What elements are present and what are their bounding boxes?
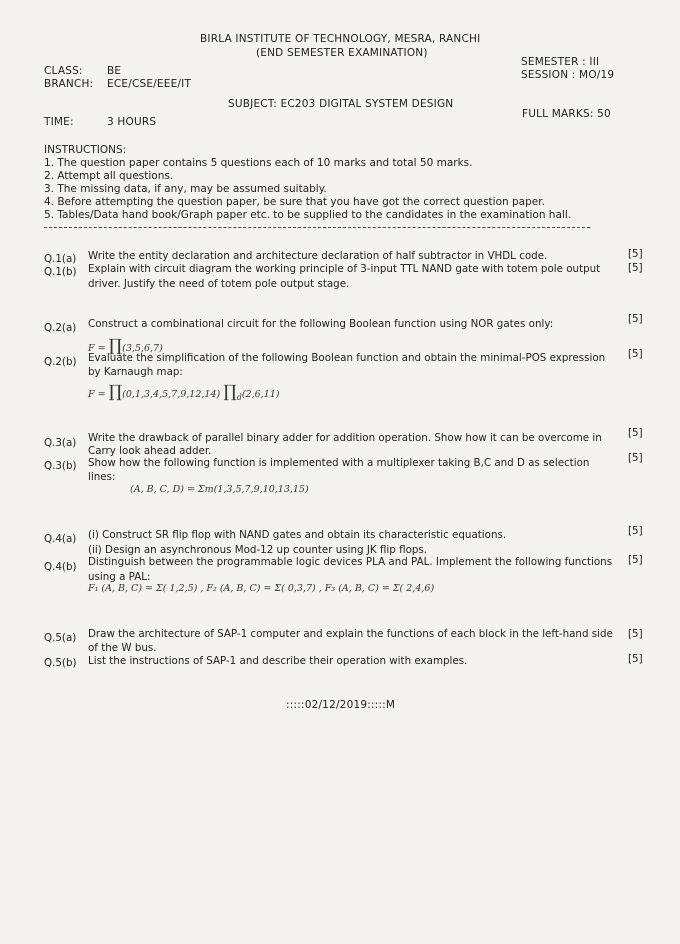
- question-text: Distinguish between the programmable logic devices PLA and PAL. Implement the following functions: [88, 556, 613, 568]
- question-text: (ii) Design an asynchronous Mod-12 up counter using JK flip flops.: [88, 544, 428, 556]
- semester: SEMESTER : III: [521, 56, 600, 68]
- marks: [5]: [628, 554, 643, 566]
- product-symbol: ∏: [223, 382, 237, 402]
- marks: [5]: [628, 427, 643, 439]
- question-text: List the instructions of SAP-1 and describe their operation with examples.: [88, 655, 468, 667]
- branch-value: ECE/CSE/EEE/IT: [107, 78, 192, 90]
- question-text: Write the drawback of parallel binary adder for addition operation. Show how it can be overcome in: [88, 432, 602, 444]
- question-text: by Karnaugh map:: [88, 366, 183, 378]
- exam-title: (END SEMESTER EXAMINATION): [256, 47, 428, 59]
- full-marks: FULL MARKS: 50: [522, 108, 611, 120]
- question-text: of the W bus.: [88, 642, 157, 654]
- class-value: BE: [107, 65, 122, 77]
- question-number: Q.1(a): [44, 253, 77, 265]
- question-text: lines:: [88, 471, 116, 483]
- question-number: Q.4(b): [44, 561, 77, 573]
- marks: [5]: [628, 628, 643, 640]
- question-text: Draw the architecture of SAP-1 computer and explain the functions of each block in the left-hand side: [88, 628, 613, 640]
- instructions-title: INSTRUCTIONS:: [44, 144, 127, 156]
- marks: [5]: [628, 262, 643, 274]
- marks: [5]: [628, 248, 643, 260]
- marks: [5]: [628, 452, 643, 464]
- subject: SUBJECT: EC203 DIGITAL SYSTEM DESIGN: [228, 98, 454, 110]
- formula: (A, B, C, D) = Σm(1,3,5,7,9,10,13,15): [130, 484, 309, 495]
- marks: [5]: [628, 525, 643, 537]
- marks: [5]: [628, 348, 643, 360]
- question-number: Q.3(b): [44, 460, 77, 472]
- question-number: Q.5(b): [44, 657, 77, 669]
- institute-name: BIRLA INSTITUTE OF TECHNOLOGY, MESRA, RANCHI: [200, 33, 481, 45]
- product-symbol: ∏: [108, 382, 123, 402]
- session: SESSION : MO/19: [521, 69, 615, 81]
- branch-label: BRANCH:: [44, 78, 94, 90]
- instruction-item: 3. The missing data, if any, may be assumed suitably.: [44, 183, 327, 195]
- question-text: using a PAL:: [88, 571, 151, 583]
- instruction-item: 4. Before attempting the question paper, be sure that you have got the correct question paper.: [44, 196, 545, 208]
- class-label: CLASS:: [44, 65, 83, 77]
- formula: F = ∏(3,5,6,7): [88, 336, 163, 356]
- question-number: Q.2(b): [44, 356, 77, 368]
- formula: F = ∏(0,1,3,4,5,7,9,12,14) $\prod_d(2,6,11)$: [88, 382, 280, 402]
- time-label: TIME:: [44, 116, 74, 128]
- question-number: Q.2(a): [44, 322, 77, 334]
- question-text: (i) Construct SR flip flop with NAND gates and obtain its characteristic equations.: [88, 529, 507, 541]
- instruction-item: 2. Attempt all questions.: [44, 170, 174, 182]
- formula: F₁ (A, B, C) = Σ( 1,2,5) , F₂ (A, B, C) = Σ( 0,3,7) , F₃ (A, B, C) = Σ( 2,4,6): [88, 583, 435, 594]
- marks: [5]: [628, 313, 643, 325]
- question-text: Write the entity declaration and architecture declaration of half subtractor in VHDL code.: [88, 250, 548, 262]
- question-text: Carry look ahead adder.: [88, 445, 212, 457]
- question-text: Evaluate the simplification of the following Boolean function and obtain the minimal-POS expression: [88, 352, 606, 364]
- question-number: Q.5(a): [44, 632, 77, 644]
- question-number: Q.3(a): [44, 437, 77, 449]
- question-text: Show how the following function is implemented with a multiplexer taking B,C and D as selection: [88, 457, 590, 469]
- time-value: 3 HOURS: [107, 116, 157, 128]
- question-number: Q.1(b): [44, 266, 77, 278]
- instruction-item: 5. Tables/Data hand book/Graph paper etc. to be supplied to the candidates in the examination hall.: [44, 209, 572, 221]
- separator-line: [44, 227, 590, 228]
- marks: [5]: [628, 653, 643, 665]
- product-symbol: ∏: [108, 336, 123, 356]
- question-text: driver. Justify the need of totem pole output stage.: [88, 278, 350, 290]
- question-text: Construct a combinational circuit for the following Boolean function using NOR gates only:: [88, 318, 554, 330]
- question-text: Explain with circuit diagram the working principle of 3-input TTL NAND gate with totem pole output: [88, 263, 601, 275]
- question-number: Q.4(a): [44, 533, 77, 545]
- instruction-item: 1. The question paper contains 5 questions each of 10 marks and total 50 marks.: [44, 157, 473, 169]
- footer-date: :::::02/12/2019:::::M: [286, 699, 396, 711]
